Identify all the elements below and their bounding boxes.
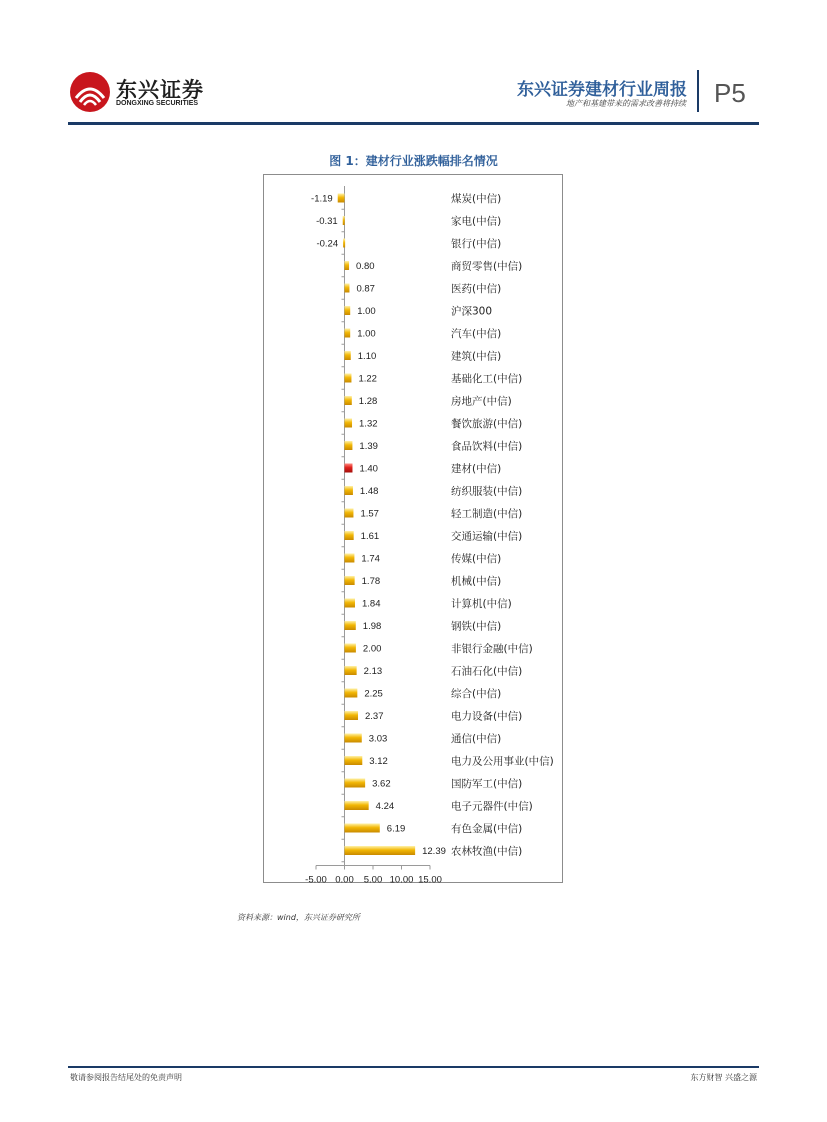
bar [345, 621, 356, 630]
category-label: 医药(中信) [451, 283, 502, 295]
bar [345, 644, 356, 653]
bar [345, 531, 354, 540]
data-label: -0.24 [316, 238, 339, 250]
bar [345, 419, 353, 428]
bar [345, 599, 355, 608]
x-tick-label: 15.00 [418, 874, 442, 884]
data-label: 1.10 [357, 351, 377, 362]
category-label: 传媒(中信) [451, 553, 502, 565]
category-label: 纺织服装(中信) [451, 485, 523, 498]
category-label: 综合(中信) [451, 688, 502, 700]
footer-rule [68, 1066, 759, 1068]
bar [345, 711, 359, 720]
bar [343, 216, 345, 225]
bar [345, 576, 355, 585]
bar [345, 306, 351, 315]
category-label: 汽车(中信) [451, 328, 502, 340]
disclaimer-note: 敬请参阅报告结尾处的免责声明 [70, 1073, 182, 1082]
bar [345, 396, 352, 405]
data-label: 1.39 [359, 441, 378, 452]
data-label: -1.19 [311, 193, 333, 205]
data-label: 3.62 [372, 778, 391, 790]
x-tick-label: 5.00 [363, 874, 383, 884]
report-title: 东兴证券建材行业周报 [517, 80, 687, 100]
data-label: 0.80 [356, 261, 375, 272]
category-label: 农林牧渔(中信) [451, 845, 523, 858]
category-label: 食品饮料(中信) [451, 440, 523, 453]
data-label: 2.13 [363, 666, 383, 677]
category-label: 轻工制造(中信) [451, 508, 523, 520]
bar [345, 261, 350, 270]
category-label: 商贸零售(中信) [451, 260, 523, 273]
bar [345, 824, 380, 833]
data-label: 2.25 [364, 688, 383, 700]
data-label: 1.00 [357, 328, 376, 340]
bar [345, 734, 362, 743]
bar [345, 689, 358, 698]
data-label: 1.74 [361, 553, 380, 565]
category-label: 建筑(中信) [451, 350, 502, 363]
category-label: 家电(中信) [451, 215, 502, 228]
category-label: 餐饮旅游(中信) [451, 418, 523, 430]
category-label: 通信(中信) [451, 733, 502, 745]
bar [345, 486, 353, 495]
category-label: 非银行金融(中信) [451, 643, 533, 655]
data-label: 1.32 [359, 418, 378, 430]
bar [338, 194, 345, 203]
bar [343, 239, 345, 248]
category-label: 电子元器件(中信) [451, 800, 533, 813]
category-label: 房地产(中信) [451, 395, 512, 408]
data-label: 1.48 [359, 486, 379, 497]
data-label: 2.00 [362, 643, 382, 655]
logo-chinese-name: 东兴证券 [116, 78, 204, 102]
bar [345, 509, 354, 518]
category-label: 电力设备(中信) [451, 710, 523, 723]
category-label: 银行(中信) [451, 238, 502, 250]
header-rule [68, 122, 759, 125]
page-header [0, 0, 827, 130]
data-label: 0.87 [356, 283, 375, 295]
category-label: 电力及公用事业(中信) [451, 755, 554, 768]
category-label: 建材(中信) [451, 463, 502, 475]
bar [345, 846, 416, 855]
chart-frame [263, 174, 563, 883]
category-label: 计算机(中信) [451, 598, 512, 610]
x-tick-label: -5.00 [305, 874, 327, 884]
data-label: 3.12 [369, 756, 388, 767]
logo-english-name: DONGXING SECURITIES [116, 100, 199, 107]
bar [345, 441, 353, 450]
bar [345, 779, 366, 788]
bar [345, 554, 355, 563]
bar [345, 464, 353, 473]
header-divider [697, 70, 699, 112]
data-label: 1.98 [362, 621, 382, 632]
report-subtitle: 地产和基建带来的需求改善将持续 [566, 99, 686, 108]
bar [345, 756, 363, 765]
x-tick-label: 10.00 [389, 874, 414, 884]
bar [345, 284, 350, 293]
bar [345, 374, 352, 383]
data-label: 1.61 [360, 531, 380, 542]
data-label: 1.00 [357, 306, 376, 317]
data-label: 1.84 [361, 598, 381, 610]
category-label: 国防军工(中信) [451, 778, 523, 790]
category-label: 煤炭(中信) [451, 193, 502, 205]
x-tick-label: 0.00 [335, 874, 354, 884]
logo-emblem-icon [70, 72, 110, 112]
data-label: 4.24 [375, 801, 395, 812]
data-label: 3.03 [368, 733, 388, 745]
dongxing-logo [70, 72, 230, 116]
data-label: -0.31 [316, 216, 338, 227]
data-label: 1.22 [358, 373, 377, 385]
category-label: 基础化工(中信) [451, 373, 523, 385]
footer-slogan: 东方财智 兴盛之源 [690, 1073, 757, 1082]
bar [345, 801, 369, 810]
bar [345, 666, 357, 675]
category-label: 有色金属(中信) [451, 823, 523, 835]
category-label: 交通运输(中信) [451, 530, 523, 543]
category-label: 沪深300 [451, 305, 493, 318]
data-label: 12.39 [422, 846, 446, 857]
figure-title: 图 1：建材行业涨跌幅排名情况 [329, 154, 498, 168]
page-number: P5 [714, 78, 746, 108]
category-label: 机械(中信) [451, 575, 502, 588]
figure-source: 资料来源：wind，东兴证券研究所 [237, 913, 360, 922]
data-label: 1.78 [361, 576, 381, 587]
data-label: 1.28 [358, 396, 378, 407]
data-label: 6.19 [386, 823, 406, 835]
data-label: 1.40 [359, 463, 378, 475]
bar-chart [264, 175, 564, 884]
bar [345, 329, 351, 338]
data-label: 1.57 [360, 508, 379, 520]
data-label: 2.37 [365, 711, 384, 722]
bar [345, 351, 351, 360]
category-label: 钢铁(中信) [451, 620, 502, 633]
category-label: 石油石化(中信) [451, 665, 523, 678]
